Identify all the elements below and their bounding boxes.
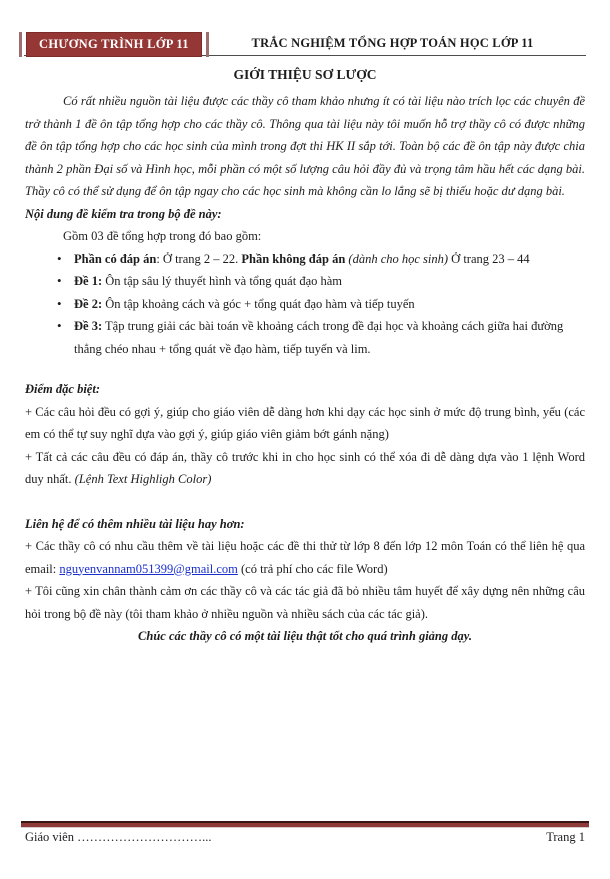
contents-bullet-list (25, 248, 585, 361)
list-item-answers: • Phần có đáp án: Ở trang 2 – 22. Phần không đáp án (dành cho học sinh) Ở trang 23 – 44 (57, 248, 585, 271)
intro-paragraph: Có rất nhiều nguồn tài liệu được các thầy cô tham khảo nhưng ít có tài liệu nào trích lọc các chuyên đề trở thành 1 đề ôn tập tổng hợp cho các thầy cô. Thông qua tài liệu này tôi muốn hỗ trợ thầy cô có được những đề ôn tập tổng hợp cho các học sinh của mình trong đợt thi HK II sắp tới. Toàn bộ các đề ôn tập này được chia thành 2 phần Đại số và Hình học, mỗi phần có một số lượng câu hỏi đầy đủ và trọng tâm hầu hết các dạng bài. Thầy cô có thể sử dụng để ôn tập ngay cho các học sinh mà không cần lo lắng sẽ bị thiếu hoặc dư dạng bài. (25, 94, 585, 198)
footer-teacher-line: Giáo viên …………………………... (25, 830, 212, 844)
closing-wish: Chúc các thầy cô có một tài liệu thật tốt cho quá trình giảng dạy. (138, 629, 472, 643)
contents-heading: Nội dung đề kiểm tra trong bộ đề này: (25, 206, 222, 221)
contents-intro: Gồm 03 đề tổng hợp trong đó bao gồm: (63, 229, 262, 243)
contact-item-1: + Các thầy cô có nhu cầu thêm về tài liệu hoặc các đề thi thử từ lớp 8 đến lớp 12 môn Toán có thể liên hệ qua email: nguyenvannam051399@gmail.com (có trả phí cho các file Word) (25, 539, 585, 576)
program-badge: CHƯƠNG TRÌNH LỚP 11 (26, 32, 202, 57)
list-item-de3: • Đề 3: Tập trung giải các bài toán về khoảng cách trong đề đại học và khoảng cách giữa hai đường thẳng chéo nhau + tổng quát về đạo hàm, tiếp tuyến và lim. (57, 315, 585, 360)
program-badge-group (19, 32, 209, 57)
no-answers-label: Phần không đáp án (241, 251, 346, 266)
word-command-note: (Lệnh Text Highligh Color) (74, 472, 212, 486)
footer-page-number: Trang 1 (546, 830, 585, 844)
student-note: (dành cho học sinh) (345, 251, 449, 266)
list-item-de2: • Đề 2: Ôn tập khoảng cách và góc + tổng quát đạo hàm và tiếp tuyến (57, 293, 585, 316)
footer (25, 830, 585, 845)
answers-label: Phần có đáp án (74, 251, 157, 266)
feature-item-1: + Các câu hỏi đều có gợi ý, giúp cho giáo viên dễ dàng hơn khi dạy các học sinh ở mức độ trung bình, yếu (các em có thể tự suy nghĩ dựa vào gợi ý, giúp giáo viên giảm bớt gánh nặng) (25, 404, 585, 441)
list-item-de1: • Đề 1: Ôn tập sâu lý thuyết hình và tổng quát đạo hàm (57, 270, 585, 293)
document-body (25, 64, 585, 648)
badge-accent-bar-left (19, 32, 22, 57)
contact-heading: Liên hệ để có thêm nhiều tài liệu hay hơn: (25, 516, 245, 531)
email-link[interactable]: nguyenvannam051399@gmail.com (59, 561, 238, 576)
contact-item-2: + Tôi cũng xin chân thành cảm ơn các thầy cô và các tác giả đã bỏ nhiều tâm huyết để xây dựng nên những câu hỏi trong bộ đề này (tôi tham khảo ở nhiều nguồn và nhiều sách của các tác giả). (25, 584, 585, 621)
page-title: GIỚI THIỆU SƠ LƯỢC (233, 67, 377, 82)
features-heading: Điểm đặc biệt: (25, 382, 100, 396)
header-title: TRẮC NGHIỆM TỔNG HỢP TOÁN HỌC LỚP 11 (251, 36, 534, 50)
footer-divider (21, 821, 589, 828)
feature-item-2: + Tất cả các câu đều có đáp án, thầy cô trước khi in cho học sinh có thể xóa đi dễ dàng dựa vào 1 lệnh Word duy nhất. (Lệnh Text Highligh Color) (25, 449, 585, 486)
